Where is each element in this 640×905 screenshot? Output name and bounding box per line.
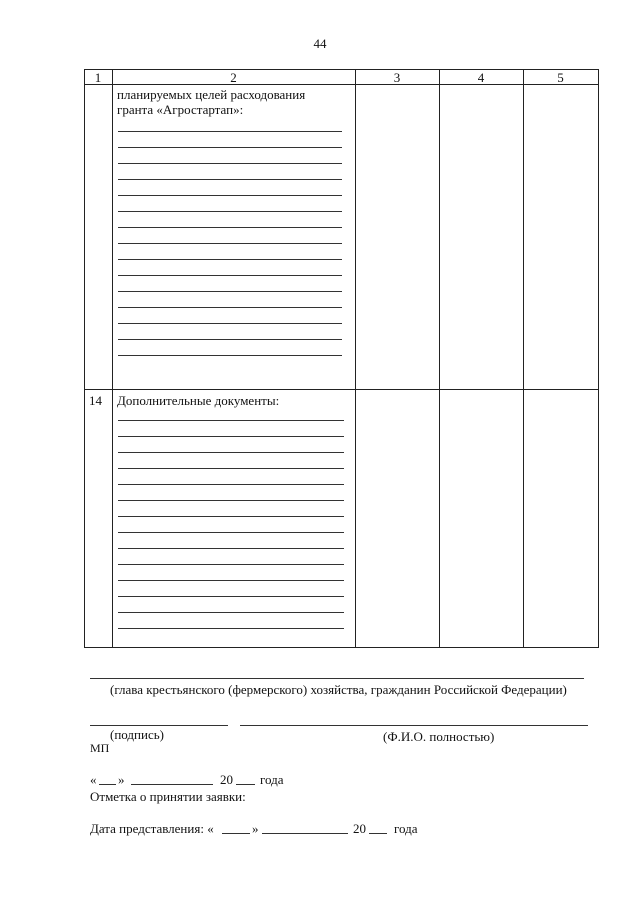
write-in-line	[118, 195, 342, 196]
write-in-line	[118, 259, 342, 260]
write-in-line	[118, 355, 342, 356]
write-in-line	[118, 243, 342, 244]
column-header-4: 4	[477, 70, 485, 85]
submission-year-line	[369, 833, 387, 834]
submission-year-prefix: 20	[353, 821, 366, 836]
write-in-line	[118, 452, 344, 453]
name-caption: (Ф.И.О. полностью)	[383, 729, 495, 744]
write-in-line	[118, 500, 344, 501]
write-in-line	[118, 131, 342, 132]
write-in-line	[118, 291, 342, 292]
write-in-line	[118, 628, 344, 629]
row-description-line-2: гранта «Агростартап»:	[117, 102, 244, 117]
date-year-prefix: 20	[220, 772, 233, 787]
name-line	[240, 725, 588, 726]
row-description-line-1: Дополнительные документы:	[117, 393, 280, 408]
write-in-line	[118, 436, 344, 437]
write-in-line	[118, 420, 344, 421]
write-in-line	[118, 548, 344, 549]
table-right-border	[598, 69, 599, 648]
submission-month-line	[262, 833, 348, 834]
column-border-4	[523, 69, 524, 648]
write-in-line	[118, 516, 344, 517]
column-border-3	[439, 69, 440, 648]
write-in-line	[118, 163, 342, 164]
date-day-line	[99, 784, 116, 785]
row-number: 14	[89, 393, 102, 408]
column-header-2: 2	[230, 70, 237, 85]
write-in-line	[118, 227, 342, 228]
head-caption: (глава крестьянского (фермерского) хозяйства, гражданин Российской Федерации)	[110, 682, 567, 697]
write-in-line	[118, 596, 344, 597]
write-in-line	[118, 564, 344, 565]
column-header-3: 3	[393, 70, 401, 85]
write-in-line	[118, 275, 342, 276]
table-left-border	[84, 69, 85, 648]
signature-line	[90, 725, 228, 726]
write-in-line	[118, 323, 342, 324]
row-description-line-1: планируемых целей расходования	[117, 87, 306, 102]
write-in-line	[118, 468, 344, 469]
write-in-line	[118, 307, 342, 308]
date-open-quote: «	[90, 772, 97, 787]
column-header-1: 1	[94, 70, 102, 85]
head-line	[90, 678, 584, 679]
acceptance-mark: Отметка о принятии заявки:	[90, 789, 246, 804]
write-in-line	[118, 147, 342, 148]
table-bottom-border	[84, 647, 599, 648]
submission-day-line	[222, 833, 250, 834]
stamp-label: МП	[90, 741, 110, 755]
column-border-2	[355, 69, 356, 648]
signature-caption: (подпись)	[110, 727, 164, 742]
write-in-line	[118, 612, 344, 613]
write-in-line	[118, 179, 342, 180]
write-in-line	[118, 339, 342, 340]
write-in-line	[118, 211, 342, 212]
column-header-5: 5	[557, 70, 564, 85]
write-in-line	[118, 532, 344, 533]
row-separator	[84, 389, 599, 390]
date-year-line	[236, 784, 255, 785]
write-in-line	[118, 580, 344, 581]
date-close-quote: »	[118, 772, 125, 787]
date-year-suffix: года	[260, 772, 284, 787]
submission-close-quote: »	[252, 821, 259, 836]
write-in-line	[118, 484, 344, 485]
submission-label: Дата представления: «	[90, 821, 214, 836]
page-number: 44	[313, 36, 327, 51]
column-border-1	[112, 69, 113, 648]
submission-year-suffix: года	[394, 821, 418, 836]
date-month-line	[131, 784, 213, 785]
